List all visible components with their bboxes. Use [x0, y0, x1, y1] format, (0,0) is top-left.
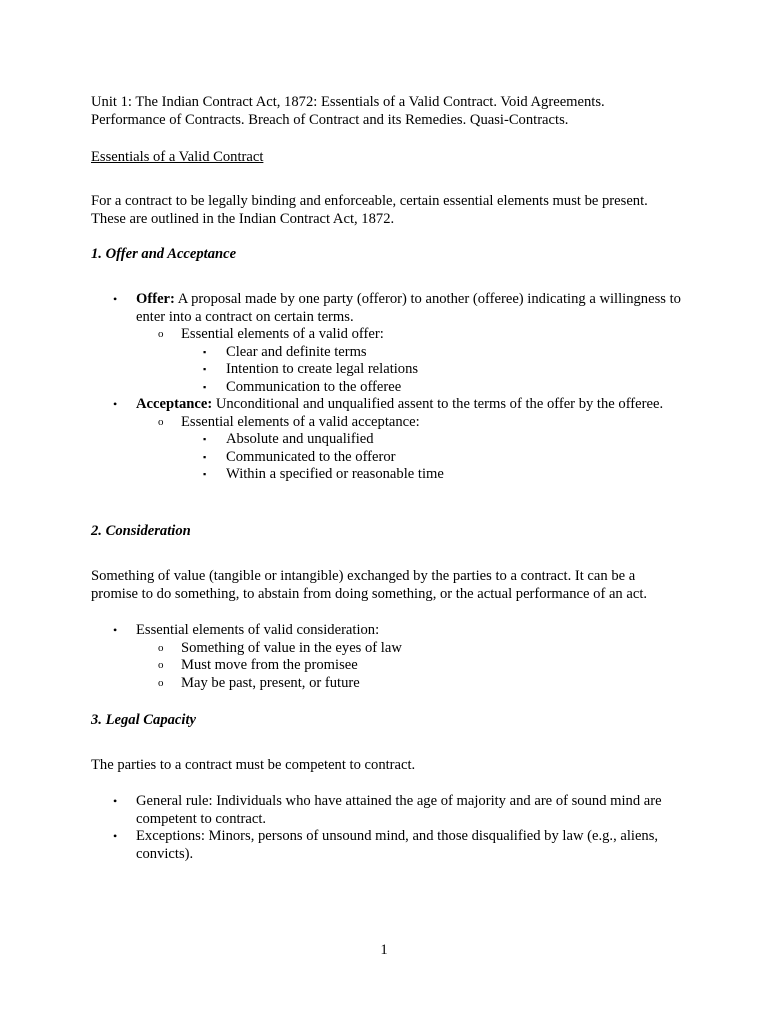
- bullet-marker: •: [113, 829, 118, 843]
- offer-item-2: Intention to create legal relations: [226, 361, 419, 377]
- capacity-list: [91, 793, 681, 863]
- capacity-bullet-1: General rule: Individuals who have attained the age of majority and are of sound mind are competent to contract.: [136, 793, 662, 827]
- intro-line2: These are outlined in the Indian Contract Act, 1872.: [91, 210, 395, 227]
- acceptance-sub-text: Essential elements of a valid acceptance:: [181, 413, 420, 430]
- square-bullet-marker: ▪: [203, 346, 207, 357]
- section-title: Essentials of a Valid Contract: [91, 149, 264, 165]
- list-item: [91, 640, 681, 658]
- offer-text: A proposal made by one party (offeror) to another (offeree) indicating a willingness to enter into a contract on certain terms.: [136, 291, 681, 325]
- list-item-acceptance-sub: [91, 414, 681, 432]
- consideration-line2: promise to do something, to abstain from doing something, or the actual performance of an act.: [91, 585, 648, 602]
- list-item: [91, 431, 681, 449]
- list-item: [91, 379, 681, 397]
- heading-legal-capacity: 3. Legal Capacity: [91, 712, 196, 728]
- capacity-paragraph: The parties to a contract must be competent to contract.: [91, 757, 416, 773]
- consideration-line1: Something of value (tangible or intangible) exchanged by the parties to a contract. It can be a: [91, 568, 636, 584]
- consideration-item-2: Must move from the promisee: [181, 657, 358, 673]
- offer-sub-text: Essential elements of a valid offer:: [181, 326, 384, 342]
- square-bullet-marker: ▪: [203, 434, 207, 444]
- list-item: [91, 828, 681, 863]
- heading-consideration: 2. Consideration: [91, 523, 191, 539]
- list-item: [91, 622, 681, 640]
- list-item: [91, 449, 681, 467]
- bullet-marker: •: [113, 397, 118, 411]
- unit-header: [91, 94, 681, 129]
- unit-header-line1: Unit 1: The Indian Contract Act, 1872: Essentials of a Valid Contract. Void Agreements.: [91, 94, 605, 110]
- offer-item-3: Communication to the offeree: [226, 378, 402, 395]
- list-item: [91, 675, 681, 693]
- sub-bullet-marker: o: [158, 415, 164, 428]
- acceptance-item-3: Within a specified or reasonable time: [226, 466, 444, 482]
- list-item: [91, 466, 681, 484]
- heading-offer-acceptance: 1. Offer and Acceptance: [91, 246, 237, 262]
- square-bullet-marker: ▪: [203, 469, 207, 479]
- bullet-marker: •: [113, 794, 118, 808]
- list-item-offer-sub: [91, 326, 681, 344]
- list-item-acceptance: [91, 396, 681, 414]
- acceptance-term: Acceptance:: [136, 396, 213, 412]
- intro-paragraph: [91, 193, 681, 228]
- bullet-marker: •: [113, 623, 118, 637]
- bullet-marker: •: [113, 292, 118, 306]
- list-item: [91, 793, 681, 828]
- unit-header-line2: Performance of Contracts. Breach of Contract and its Remedies. Quasi-Contracts.: [91, 111, 569, 128]
- consideration-bullet-text: Essential elements of valid consideration:: [136, 622, 380, 638]
- sub-bullet-marker: o: [158, 659, 164, 671]
- list-item: [91, 344, 681, 362]
- consideration-item-1: Something of value in the eyes of law: [181, 639, 402, 656]
- offer-term: Offer:: [136, 291, 175, 307]
- capacity-bullet-2: Exceptions: Minors, persons of unsound mind, and those disqualified by law (e.g., aliens, convicts).: [136, 828, 659, 862]
- offer-item-1: Clear and definite terms: [226, 343, 367, 360]
- sub-bullet-marker: o: [158, 641, 164, 654]
- acceptance-item-1: Absolute and unqualified: [226, 431, 374, 447]
- list-item: [91, 657, 681, 675]
- square-bullet-marker: ▪: [203, 451, 207, 462]
- page-number: 1: [380, 942, 388, 958]
- offer-acceptance-list: [91, 291, 681, 484]
- square-bullet-marker: ▪: [203, 364, 207, 374]
- acceptance-item-2: Communicated to the offeror: [226, 448, 396, 465]
- list-item-offer: [91, 291, 681, 326]
- intro-line1: For a contract to be legally binding and enforceable, certain essential elements must be present.: [91, 193, 648, 209]
- list-item: [91, 361, 681, 379]
- sub-bullet-marker: o: [158, 328, 164, 340]
- consideration-list: [91, 622, 681, 692]
- sub-bullet-marker: o: [158, 676, 164, 689]
- consideration-item-3: May be past, present, or future: [181, 674, 360, 691]
- acceptance-text: Unconditional and unqualified assent to the terms of the offer by the offeree.: [212, 396, 664, 412]
- square-bullet-marker: ▪: [203, 381, 207, 392]
- consideration-paragraph: [91, 568, 681, 603]
